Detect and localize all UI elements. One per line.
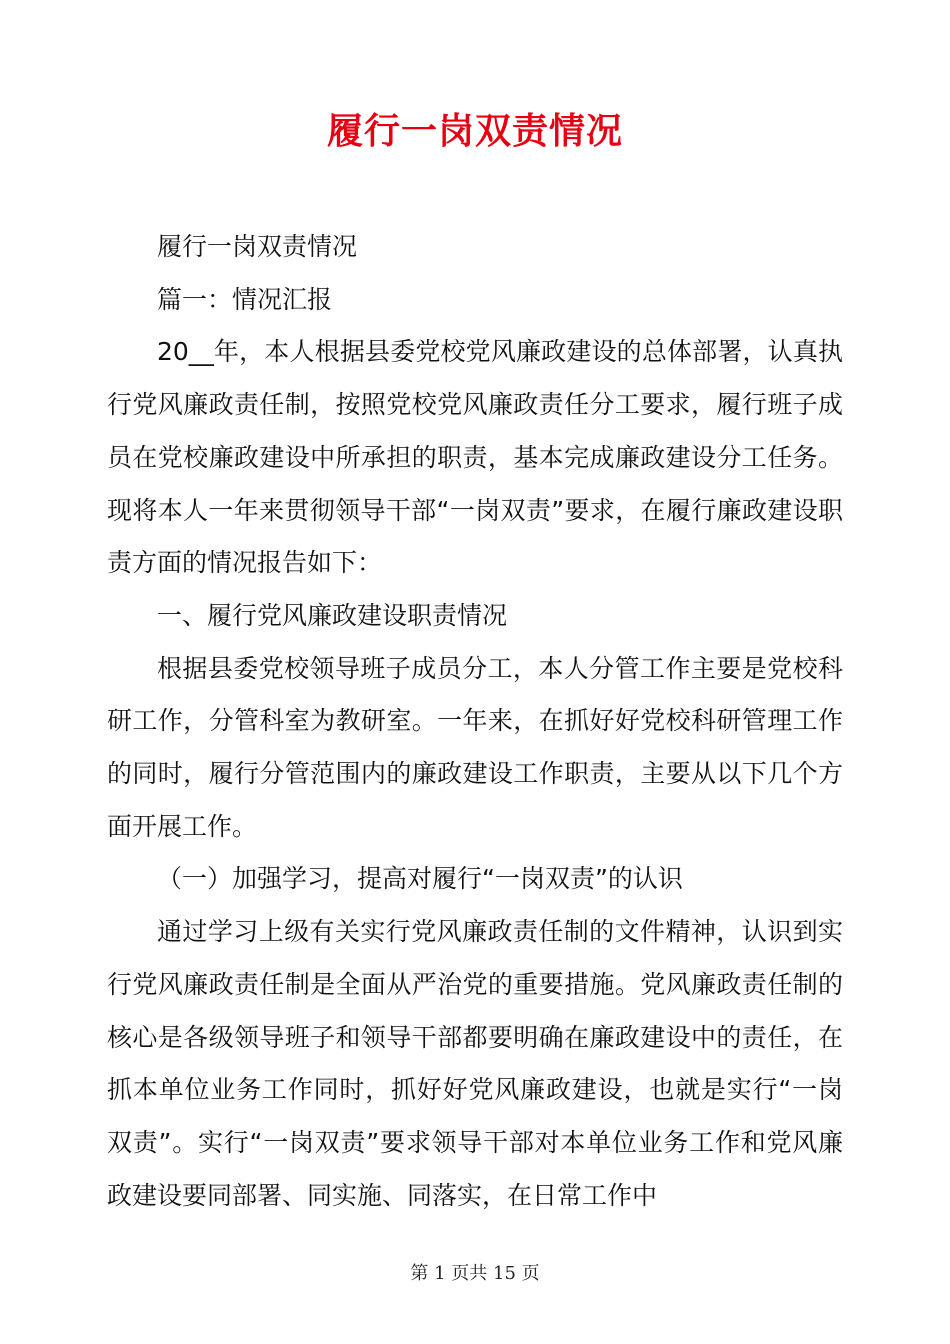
paragraph-intro: 20__年，本人根据县委党校党风廉政建设的总体部署，认真执行党风廉政责任制，按照党校党风廉政责任分工要求，履行班子成员在党校廉政建设中所承担的职责，基本完成廉政建设分工任务。现将本人一年来贯彻领导干部“一岗双责”要求，在履行廉政建设职责方面的情况报告如下： — [107, 337, 843, 578]
paragraph-heading-1: 一、履行党风廉政建设职责情况 — [157, 600, 508, 630]
paragraph-section-heading: 篇一：情况汇报 — [157, 284, 333, 314]
paragraph-study: 通过学习上级有关实行党风廉政责任制的文件精神，认识到实行党风廉政责任制是全面从严治党的重要措施。党风廉政责任制的核心是各级领导班子和领导干部都要明确在廉政建设中的责任，在抓本单位业务工作同时，抓好好党风廉政建设，也就是实行“一岗双责”。实行“一岗双责”要求领导干部对本单位业务工作和党风廉政建设要同部署、同实施、同落实，在日常工作中 — [107, 917, 843, 1210]
paragraph-subheading-1: （一）加强学习，提高对履行“一岗双责”的认识 — [157, 864, 683, 894]
paragraph-duties: 根据县委党校领导班子成员分工，本人分管工作主要是党校科研工作，分管科室为教研室。一年来，在抓好好党校科研管理工作的同时，履行分管范围内的廉政建设工作职责，主要从以下几个方面开展工作。 — [107, 653, 843, 841]
paragraph-subtitle: 履行一岗双责情况 — [157, 232, 358, 261]
page-number-footer: 第 1 页共 15 页 — [410, 1263, 540, 1284]
document-title: 履行一岗双责情况 — [326, 111, 623, 152]
document-body — [107, 221, 843, 1222]
